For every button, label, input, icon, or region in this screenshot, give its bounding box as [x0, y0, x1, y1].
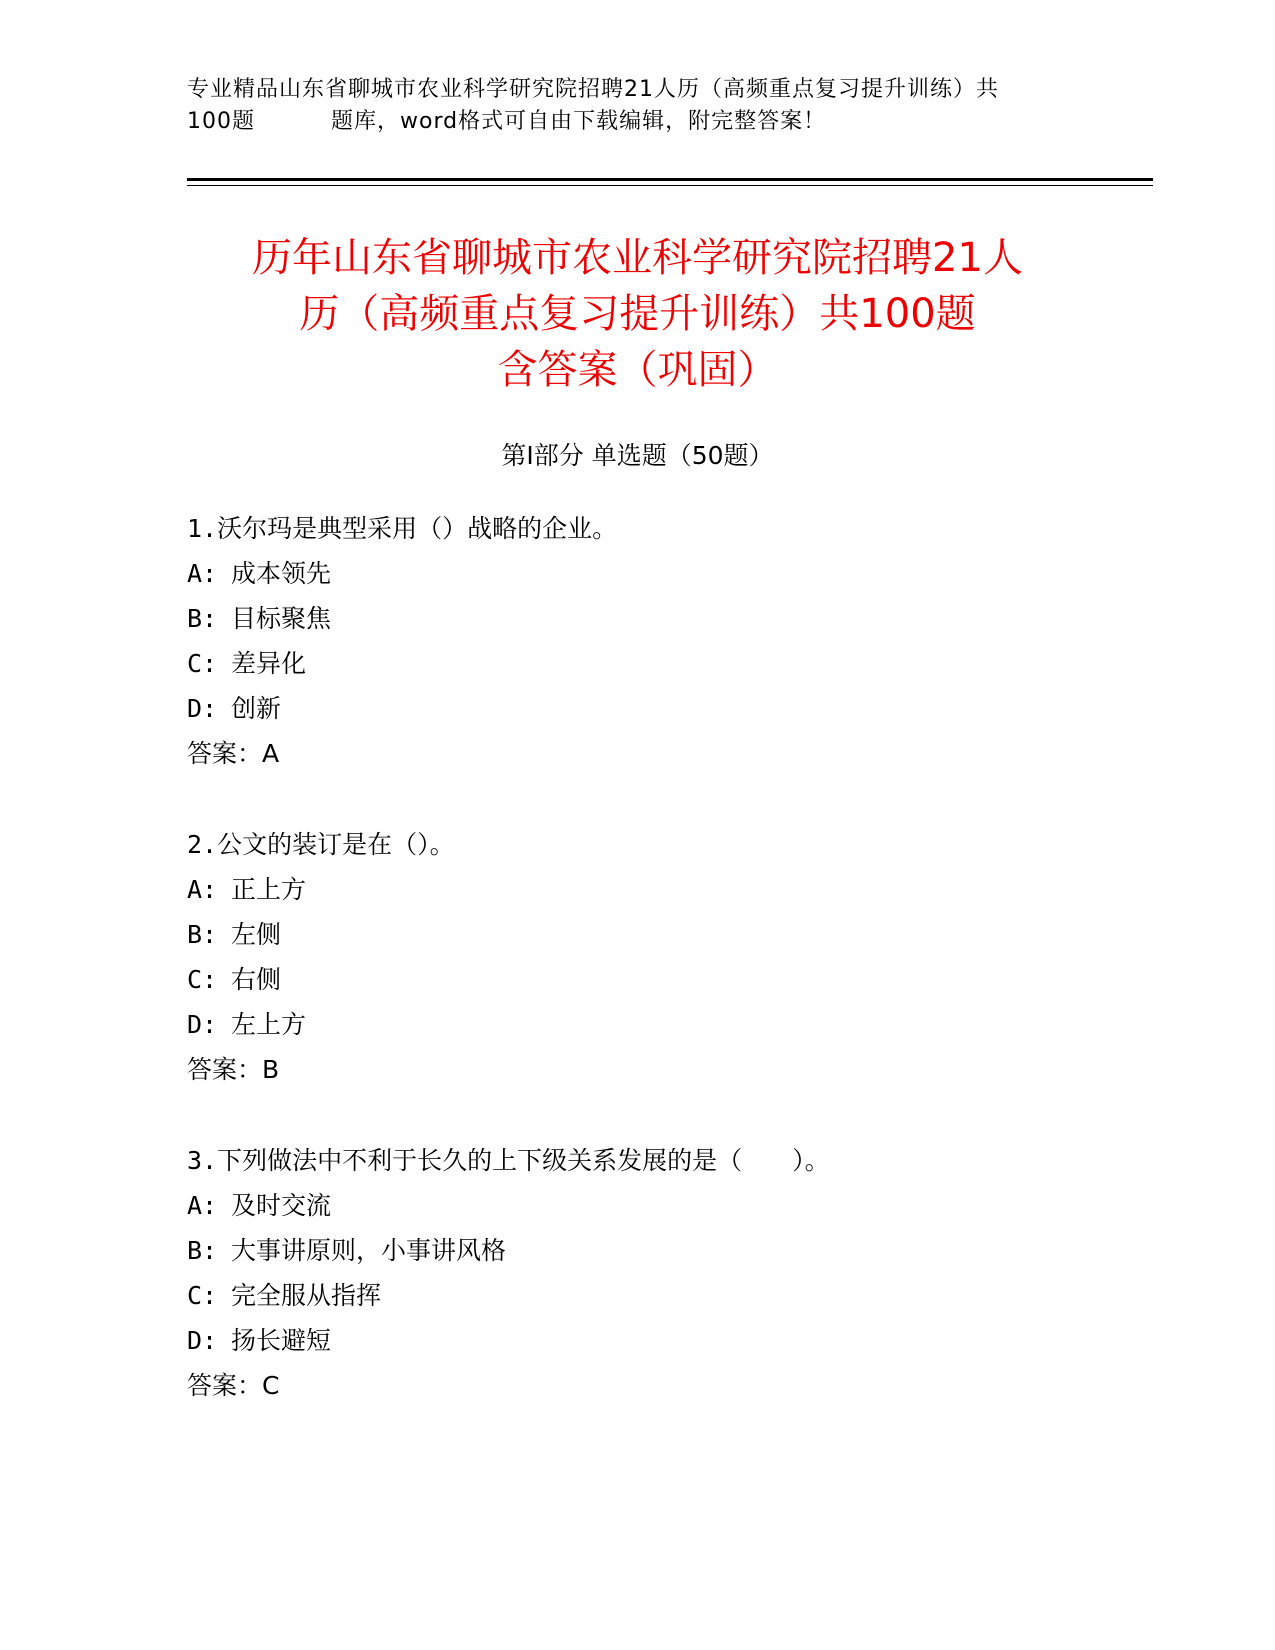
option-key: A:	[187, 1191, 218, 1220]
option-key: C:	[187, 965, 218, 994]
question-stem: 2.公文的装订是在（）。	[187, 830, 455, 859]
option-b	[187, 1228, 1187, 1273]
header-line-2	[187, 106, 1107, 138]
option-a	[187, 551, 1187, 596]
option-d	[187, 1318, 1187, 1363]
question-1	[187, 506, 1187, 776]
header-line-2-right: 题库，word格式可自由下载编辑，附完整答案！	[331, 109, 827, 134]
option-key: C:	[187, 1281, 218, 1310]
title-line-3: 含答案（巩固）	[497, 347, 778, 393]
question-2	[187, 822, 1187, 1092]
option-text: 左侧	[231, 920, 282, 949]
option-key: D:	[187, 694, 218, 723]
answer: 答案：A	[187, 739, 280, 768]
section-title: 第I部分 单选题（50题）	[501, 441, 774, 470]
option-text: 目标聚焦	[231, 604, 332, 633]
option-text: 右侧	[231, 965, 282, 994]
option-d	[187, 686, 1187, 731]
option-key: D:	[187, 1010, 218, 1039]
option-text: 大事讲原则，小事讲风格	[231, 1236, 507, 1265]
option-text: 正上方	[231, 875, 307, 904]
option-a	[187, 867, 1187, 912]
option-d	[187, 1002, 1187, 1047]
option-c	[187, 641, 1187, 686]
option-c	[187, 1273, 1187, 1318]
option-c	[187, 957, 1187, 1002]
answer: 答案：B	[187, 1055, 280, 1084]
header-line-1: 专业精品山东省聊城市农业科学研究院招聘21人历（高频重点复习提升训练）共	[187, 77, 999, 102]
title-line-2: 历（高频重点复习提升训练）共100题	[299, 291, 976, 337]
option-key: D:	[187, 1326, 218, 1355]
option-text: 扬长避短	[231, 1326, 332, 1355]
header-line-2-left: 100题	[187, 109, 255, 134]
question-3	[187, 1138, 1187, 1408]
document-header	[187, 74, 1107, 138]
option-text: 完全服从指挥	[231, 1281, 382, 1310]
option-text: 及时交流	[231, 1191, 332, 1220]
option-key: B:	[187, 1236, 218, 1265]
document-title	[150, 230, 1125, 398]
option-text: 创新	[231, 694, 282, 723]
option-text: 左上方	[231, 1010, 307, 1039]
option-b	[187, 596, 1187, 641]
option-key: B:	[187, 920, 218, 949]
option-b	[187, 912, 1187, 957]
option-text: 成本领先	[231, 559, 332, 588]
option-key: C:	[187, 649, 218, 678]
header-divider-thin	[187, 185, 1153, 186]
option-key: B:	[187, 604, 218, 633]
header-divider-thick	[187, 178, 1153, 181]
option-a	[187, 1183, 1187, 1228]
option-text: 差异化	[231, 649, 307, 678]
answer: 答案：C	[187, 1371, 280, 1400]
option-key: A:	[187, 875, 218, 904]
title-line-1: 历年山东省聊城市农业科学研究院招聘21人	[252, 235, 1023, 281]
option-key: A:	[187, 559, 218, 588]
question-stem: 1.沃尔玛是典型采用（）战略的企业。	[187, 514, 618, 543]
question-stem: 3.下列做法中不利于长久的上下级关系发展的是（ ）。	[187, 1146, 830, 1175]
